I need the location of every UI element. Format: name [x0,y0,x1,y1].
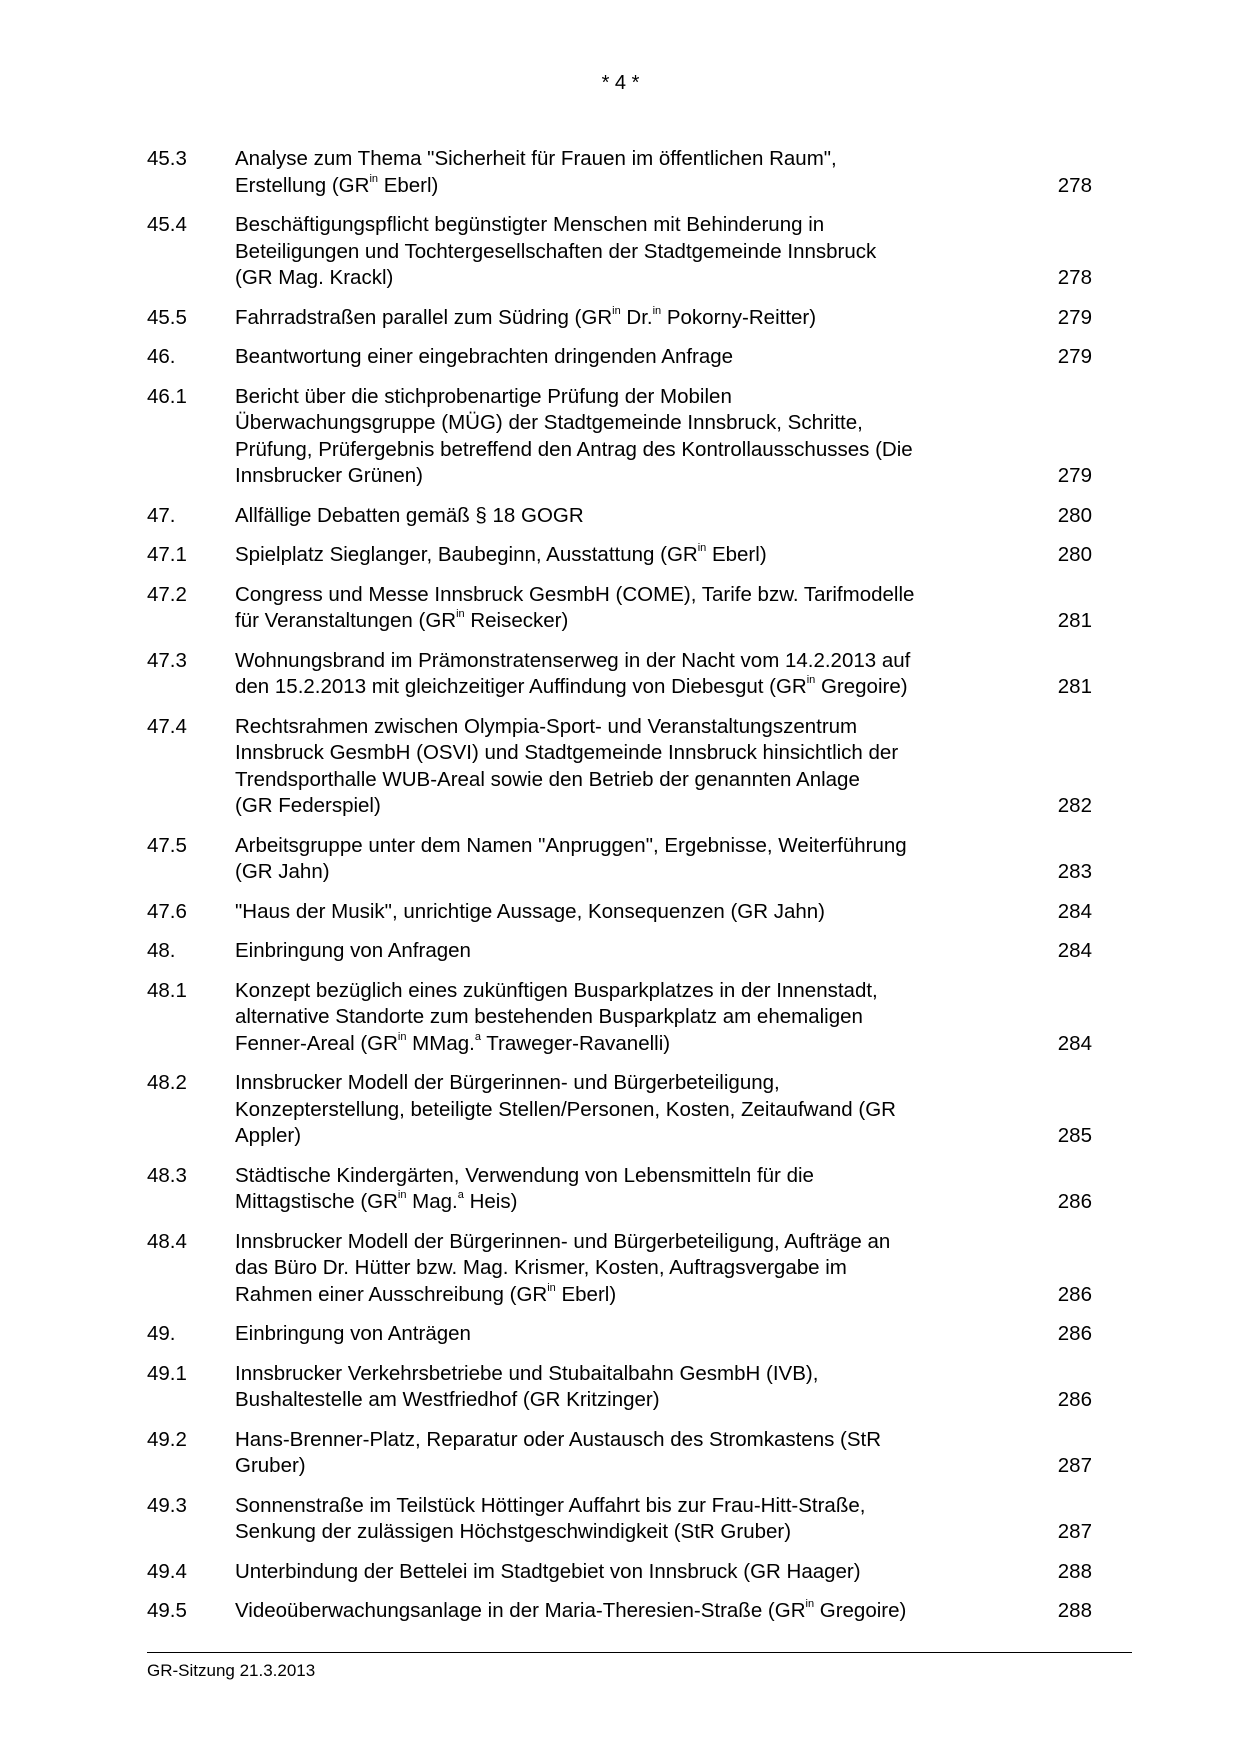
toc-entry [147,938,1092,965]
toc-entry-page: 286 [1057,1190,1092,1213]
title-text: Allfällige Debatten gemäß § 18 GOGR [235,503,584,527]
toc-entry-title-line [235,1229,1022,1256]
title-text: Mittagstische (GR [235,1190,398,1213]
title-text: Innsbrucker Modell der Bürgerinnen- und Bürgerbeteiligung, [235,1071,780,1094]
title-text: Unterbindung der Bettelei im Stadtgebiet von Innsbruck (GR Haager) [235,1559,861,1583]
toc-entry [147,1163,1092,1216]
toc-entry-page: 285 [1057,1124,1092,1147]
title-text: "Haus der Musik", unrichtige Aussage, Konsequenzen (GR Jahn) [235,899,826,923]
title-superscript: in [697,542,707,555]
page-number: * 4 * [601,72,640,94]
toc-entry-page: 286 [1057,1282,1092,1306]
title-text: den 15.2.2013 mit gleichzeitiger Auffindung von Diebesgut (GR [235,675,807,698]
toc-entry-title-line [235,173,1022,200]
toc-entry-title [235,1163,1032,1216]
title-text: Rahmen einer Ausschreibung (GR [235,1282,548,1306]
toc-entry [147,1321,1092,1348]
toc-entry [147,1361,1092,1414]
title-text: Reisecker) [464,609,569,632]
toc-entry-title [235,938,1032,965]
toc-entry-title-line [235,344,1022,371]
title-text: Innsbrucker Verkehrsbetriebe und Stubaitalbahn GesmbH (IVB), [235,1361,819,1385]
title-superscript: in [805,1598,815,1611]
title-text: Sonnenstraße im Teilstück Höttinger Auffahrt bis zur Frau-Hitt-Straße, [235,1493,866,1517]
toc-entry-page: 279 [1057,345,1092,368]
toc-entry-number: 49.5 [147,1599,187,1622]
toc-entry-title-line [235,384,1022,411]
toc-entry-title-line [235,833,1022,860]
title-text: Fenner-Areal (GR [235,1031,398,1055]
toc-entry [147,146,1092,199]
title-text: Pokorny-Reitter) [661,305,817,329]
title-text: Eberl) [555,1282,617,1306]
title-text: Gregoire) [815,675,908,698]
toc-entry-page: 284 [1057,899,1092,923]
toc-entry-number: 49.3 [147,1493,187,1517]
toc-entry [147,833,1092,886]
title-text: Dr. [620,305,653,329]
title-text: Wohnungsbrand im Prämonstratenserweg in der Nacht vom 14.2.2013 auf [235,648,911,672]
title-text: Rechtsrahmen zwischen Olympia-Sport- und Veranstaltungszentrum [235,714,858,738]
title-text: Mag. [406,1190,458,1213]
title-text: Trendsporthalle WUB-Areal sowie den Betrieb der genannten Anlage [235,767,860,791]
toc-entry-page: 281 [1057,609,1092,632]
toc-entry-title-line [235,1519,1022,1546]
toc-entry-title [235,582,1032,635]
toc-entry-page: 280 [1057,503,1092,527]
toc-entry-page: 288 [1057,1559,1092,1583]
title-text: Beteiligungen und Tochtergesellschaften der Stadtgemeinde Innsbruck [235,239,877,263]
toc-entry-title-line [235,648,1022,675]
toc-entry [147,503,1092,530]
toc-entry-title-line [235,793,1022,820]
title-text: Erstellung (GR [235,173,370,197]
toc-entry-number: 49. [147,1322,176,1345]
toc-entry-title-line [235,503,1022,530]
toc-entry-title [235,1427,1032,1480]
title-superscript: a [457,1189,464,1202]
title-superscript: in [652,304,662,317]
toc-entry-number: 47.4 [147,714,187,738]
toc-entry-title-line [235,608,1022,635]
toc-entry [147,714,1092,820]
toc-entry-number: 47.2 [147,582,187,606]
toc-entry-number: 46. [147,345,176,368]
toc-entry [147,212,1092,292]
toc-entry-number: 49.2 [147,1427,187,1451]
toc-entry-title [235,344,1032,371]
title-text: Congress und Messe Innsbruck GesmbH (COME), Tarife bzw. Tarifmodelle [235,582,915,606]
toc-entry-title-line [235,1070,1022,1097]
toc-entry-title-line [235,463,1022,490]
toc-entry-title-line [235,767,1022,794]
toc-entry-number: 45.5 [147,305,187,329]
toc-entry-title [235,1598,1032,1625]
toc-entry-title-line [235,239,1022,266]
footer-divider [147,1652,1132,1653]
title-superscript: in [806,674,816,687]
toc-entry-title [235,1559,1032,1586]
toc-entry-page: 281 [1057,675,1092,698]
title-text: Gregoire) [814,1599,907,1622]
toc-entry-title [235,899,1032,926]
toc-entry-title-line [235,305,1022,332]
title-superscript: in [397,1030,407,1043]
toc-entry-title [235,1229,1032,1309]
title-text: Arbeitsgruppe unter dem Namen "Anpruggen", Ergebnisse, Weiterführung [235,833,907,857]
title-text: Beantwortung einer eingebrachten dringenden Anfrage [235,345,734,368]
toc-entry-title-line [235,1321,1022,1348]
title-text: Gruber) [235,1454,306,1477]
toc-entry [147,542,1092,569]
title-text: Beschäftigungspflicht begünstigter Menschen mit Behinderung in [235,213,825,236]
title-text: Konzept bezüglich eines zukünftigen Busparkplatzes in der Innenstadt, [235,978,878,1002]
toc-entry-page: 278 [1057,173,1092,197]
toc-entry-number: 48.3 [147,1163,187,1187]
title-text: Fahrradstraßen parallel zum Südring (GR [235,305,613,329]
toc-entry-number: 47. [147,503,176,527]
toc-entry-title-line [235,1189,1022,1216]
toc-entry-title [235,648,1032,701]
toc-entry-title-line [235,265,1022,292]
toc-entry-page: 279 [1057,464,1092,487]
toc-entry-title [235,503,1032,530]
toc-entry-title-line [235,674,1022,701]
title-text: (GR Federspiel) [235,794,381,817]
title-superscript: in [547,1281,556,1294]
toc-entry-title [235,1321,1032,1348]
title-text: Einbringung von Anträgen [235,1322,471,1345]
toc-entry [147,1493,1092,1546]
title-superscript: in [369,172,378,185]
toc-entry [147,582,1092,635]
toc-entry [147,305,1092,332]
title-text: Hans-Brenner-Platz, Reparatur oder Austausch des Stromkastens (StR [235,1427,882,1451]
toc-entry-page: 287 [1057,1520,1092,1543]
toc-entry-title-line [235,1097,1022,1124]
toc-entry [147,1070,1092,1150]
toc-entry-number: 47.6 [147,899,187,923]
toc-entry-title [235,542,1032,569]
toc-entry-title-line [235,1031,1022,1058]
toc-entry-page: 283 [1057,860,1092,883]
toc-entry-title [235,212,1032,292]
toc-entry-title [235,305,1032,332]
toc-entry-number: 48.4 [147,1229,187,1253]
toc-entry-title-line [235,859,1022,886]
toc-entry [147,1229,1092,1309]
title-text: alternative Standorte zum bestehenden Busparkplatz am ehemaligen [235,1005,863,1028]
toc-entry [147,1598,1092,1625]
toc-entry-title-line [235,1427,1022,1454]
toc-entry-title-line [235,1163,1022,1190]
title-text: Innsbrucker Grünen) [235,464,424,487]
toc-entry-title-line [235,899,1022,926]
title-text: Bericht über die stichprobenartige Prüfung der Mobilen [235,384,732,408]
title-text: Heis) [463,1190,518,1213]
toc-entry-number: 49.1 [147,1361,187,1385]
title-text: Spielplatz Sieglanger, Baubeginn, Ausstattung (GR [235,543,698,566]
toc-entry-page: 286 [1057,1388,1092,1411]
title-text: Senkung der zulässigen Höchstgeschwindigkeit (StR Gruber) [235,1520,792,1543]
toc-entry-page: 282 [1057,794,1092,817]
title-superscript: a [474,1030,481,1043]
toc-entry [147,978,1092,1058]
toc-entry-page: 288 [1057,1599,1092,1622]
toc-entry-title-line [235,1598,1022,1625]
toc-entry-title-line [235,714,1022,741]
title-text: Eberl) [706,543,767,566]
title-text: für Veranstaltungen (GR [235,609,457,632]
title-superscript: in [397,1189,407,1202]
toc-entry-title [235,714,1032,820]
toc-entry-page: 279 [1057,305,1092,329]
title-text: das Büro Dr. Hütter bzw. Mag. Krismer, Kosten, Auftragsvergabe im [235,1256,847,1279]
toc-entry-title [235,1070,1032,1150]
title-text: Innsbruck GesmbH (OSVI) und Stadtgemeinde Innsbruck hinsichtlich der [235,741,899,764]
toc-entry-title [235,384,1032,490]
toc-entry-page: 284 [1057,1031,1092,1055]
toc-entry-number: 47.1 [147,543,187,566]
toc-entry [147,648,1092,701]
toc-entry-title [235,833,1032,886]
title-text: Überwachungsgruppe (MÜG) der Stadtgemeinde Innsbruck, Schritte, [235,411,863,434]
toc-entry-number: 45.4 [147,213,187,236]
toc-entry-title-line [235,1282,1022,1309]
toc-entry-title-line [235,1559,1022,1586]
toc-entry-title-line [235,938,1022,965]
toc-entry-title-line [235,582,1022,609]
toc-entry-title-line [235,978,1022,1005]
toc-entry [147,384,1092,490]
title-superscript: in [612,304,621,317]
table-of-contents [147,146,1092,1638]
toc-entry-title-line [235,437,1022,464]
title-text: Prüfung, Prüfergebnis betreffend den Antrag des Kontrollausschusses (Die [235,437,913,461]
toc-entry-title-line [235,1361,1022,1388]
toc-entry-number: 48.1 [147,978,187,1002]
title-text: Analyse zum Thema "Sicherheit für Frauen im öffentlichen Raum", [235,147,837,170]
toc-entry-title-line [235,1004,1022,1031]
toc-entry-title-line [235,1493,1022,1520]
toc-entry-number: 45.3 [147,147,187,170]
toc-entry-title-line [235,1453,1022,1480]
toc-entry-page: 278 [1057,266,1092,289]
title-text: Eberl) [378,173,439,197]
title-text: Bushaltestelle am Westfriedhof (GR Kritzinger) [235,1388,660,1411]
toc-entry-title [235,146,1032,199]
title-text: Innsbrucker Modell der Bürgerinnen- und Bürgerbeteiligung, Aufträge an [235,1229,891,1253]
toc-entry-number: 47.5 [147,833,187,857]
toc-entry-page: 287 [1057,1454,1092,1477]
toc-entry-number: 48.2 [147,1071,187,1094]
toc-entry-title-line [235,212,1022,239]
toc-entry-title-line [235,146,1022,173]
title-superscript: in [456,608,465,621]
title-text: Appler) [235,1124,302,1147]
toc-entry-title-line [235,740,1022,767]
toc-entry-page: 280 [1057,543,1092,566]
toc-entry-number: 47.3 [147,648,187,672]
toc-entry [147,1559,1092,1586]
title-text: Videoüberwachungsanlage in der Maria-Theresien-Straße (GR [235,1599,806,1622]
toc-entry [147,899,1092,926]
toc-entry-number: 49.4 [147,1559,187,1583]
title-text: Einbringung von Anfragen [235,939,471,962]
toc-entry-title-line [235,542,1022,569]
title-text: Städtische Kindergärten, Verwendung von Lebensmitteln für die [235,1163,814,1187]
toc-entry-title [235,1361,1032,1414]
toc-entry-number: 48. [147,939,176,962]
toc-entry-page: 286 [1057,1322,1092,1345]
toc-entry-title-line [235,1123,1022,1150]
title-text: Traweger-Ravanelli) [480,1031,671,1055]
toc-entry-number: 46.1 [147,384,187,408]
toc-entry-title-line [235,1387,1022,1414]
footer-text: GR-Sitzung 21.3.2013 [147,1661,316,1680]
toc-entry-page: 284 [1057,939,1092,962]
toc-entry [147,344,1092,371]
title-text: MMag. [406,1031,475,1055]
toc-entry-title [235,978,1032,1058]
toc-entry [147,1427,1092,1480]
toc-entry-title-line [235,1255,1022,1282]
title-text: (GR Mag. Krackl) [235,266,394,289]
toc-entry-title [235,1493,1032,1546]
toc-entry-title-line [235,410,1022,437]
title-text: (GR Jahn) [235,860,330,883]
title-text: Konzepterstellung, beteiligte Stellen/Personen, Kosten, Zeitaufwand (GR [235,1097,896,1121]
